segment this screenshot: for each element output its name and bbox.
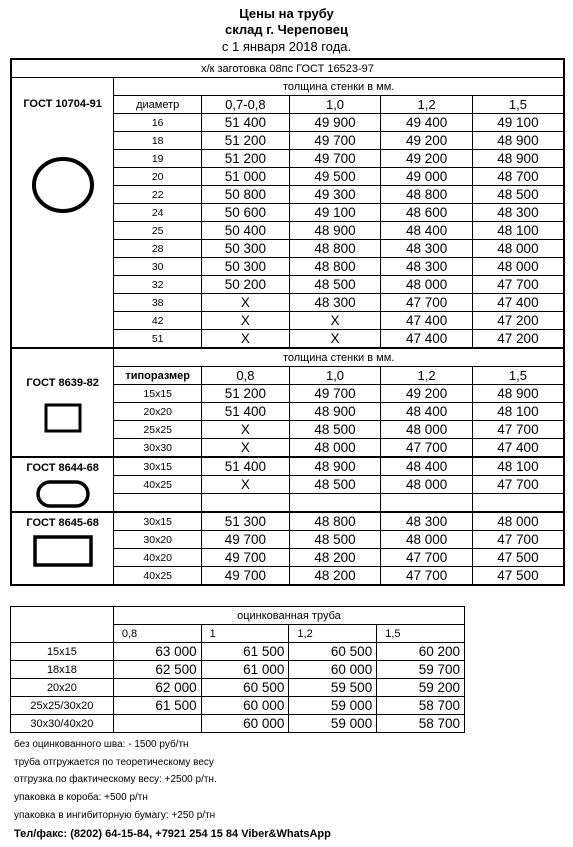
table-row bbox=[11, 697, 465, 715]
price-cell: 49 700 bbox=[289, 132, 381, 150]
contact-line: Тел/факс: (8202) 64-15-84, +7921 254 15 84 Viber&WhatsApp bbox=[14, 828, 331, 840]
price-cell: X bbox=[202, 421, 290, 439]
price-cell: 48 000 bbox=[381, 531, 473, 549]
thickness-col-2: 1,2 bbox=[381, 96, 473, 114]
price-cell: 50 600 bbox=[202, 204, 290, 222]
price-cell: 48 000 bbox=[289, 439, 381, 458]
row-size: 40x20 bbox=[114, 549, 202, 567]
diameter-label: диаметр bbox=[114, 96, 202, 114]
price-cell: 49 200 bbox=[381, 132, 473, 150]
thickness-col2-1: 1,0 bbox=[289, 367, 381, 385]
price-cell: 51 200 bbox=[202, 132, 290, 150]
main-price-table bbox=[10, 58, 565, 586]
galv-price bbox=[113, 715, 201, 733]
galv-price: 59 000 bbox=[289, 697, 377, 715]
galv-thickness-2: 1,2 bbox=[289, 625, 377, 643]
price-cell: 51 400 bbox=[202, 457, 290, 476]
row-size: 51 bbox=[114, 330, 202, 349]
gost-2-label: ГОСТ 8645-68 bbox=[11, 512, 114, 585]
price-cell: 51 000 bbox=[202, 168, 290, 186]
galv-corner bbox=[11, 607, 114, 625]
price-cell: 51 400 bbox=[202, 403, 290, 421]
price-cell: 49 100 bbox=[472, 114, 564, 132]
price-cell: 48 900 bbox=[472, 150, 564, 168]
price-cell bbox=[472, 494, 564, 513]
price-cell: 48 300 bbox=[472, 204, 564, 222]
banner-text: х/к заготовка 08пс ГОСТ 16523-97 bbox=[11, 59, 564, 78]
galv-price: 62 500 bbox=[113, 661, 201, 679]
price-cell: 48 200 bbox=[289, 567, 381, 586]
price-cell: 48 600 bbox=[381, 204, 473, 222]
price-cell: X bbox=[202, 330, 290, 349]
oval-pipe-icon bbox=[12, 480, 113, 508]
gost-1-label: ГОСТ 8644-68 bbox=[11, 457, 114, 512]
price-cell: 48 000 bbox=[472, 258, 564, 276]
price-cell: 49 200 bbox=[381, 150, 473, 168]
price-cell: 48 500 bbox=[289, 476, 381, 494]
galv-price: 60 000 bbox=[289, 661, 377, 679]
galv-size: 25x25/30x20 bbox=[11, 697, 114, 715]
price-cell bbox=[289, 494, 381, 513]
thickness-header-2: толщина стенки в мм. bbox=[114, 348, 564, 367]
row-size: 25 bbox=[114, 222, 202, 240]
price-cell: 48 800 bbox=[381, 186, 473, 204]
price-cell: 49 000 bbox=[381, 168, 473, 186]
price-cell: 47 500 bbox=[472, 549, 564, 567]
row-size: 30 bbox=[114, 258, 202, 276]
price-cell: 48 900 bbox=[472, 385, 564, 403]
thickness-col-1: 1,0 bbox=[289, 96, 381, 114]
table-row bbox=[11, 661, 465, 679]
price-cell: 47 700 bbox=[472, 421, 564, 439]
table-row bbox=[11, 715, 465, 733]
galv-size: 20x20 bbox=[11, 679, 114, 697]
row-size: 19 bbox=[114, 150, 202, 168]
title-line-1: Цены на трубу bbox=[239, 6, 334, 21]
price-cell: 48 500 bbox=[289, 421, 381, 439]
price-cell: 48 000 bbox=[381, 476, 473, 494]
price-cell: 47 200 bbox=[472, 330, 564, 349]
galv-thickness-0: 0,8 bbox=[113, 625, 201, 643]
price-cell: 47 200 bbox=[472, 312, 564, 330]
price-cell: 50 200 bbox=[202, 276, 290, 294]
galv-price: 63 000 bbox=[113, 643, 201, 661]
note-1: без оцинкованного шва: - 1500 руб/тн bbox=[14, 739, 189, 750]
row-size: 20x20 bbox=[114, 403, 202, 421]
price-cell: X bbox=[202, 439, 290, 458]
galv-price: 59 200 bbox=[377, 679, 465, 697]
gost-8639-label: ГОСТ 8639-82 bbox=[11, 367, 114, 458]
row-size: 24 bbox=[114, 204, 202, 222]
price-cell: 49 100 bbox=[289, 204, 381, 222]
price-cell: 49 400 bbox=[381, 114, 473, 132]
price-cell: 48 000 bbox=[472, 512, 564, 531]
thickness-col2-2: 1,2 bbox=[381, 367, 473, 385]
price-cell: 48 400 bbox=[381, 222, 473, 240]
galv-price: 61 500 bbox=[113, 697, 201, 715]
row-size: 30x20 bbox=[114, 531, 202, 549]
price-cell: 48 000 bbox=[472, 240, 564, 258]
price-cell: 48 300 bbox=[381, 240, 473, 258]
row-size: 30x15 bbox=[114, 457, 202, 476]
price-cell: 48 900 bbox=[289, 222, 381, 240]
price-cell: 48 800 bbox=[289, 258, 381, 276]
price-cell: 48 100 bbox=[472, 403, 564, 421]
price-cell: 49 900 bbox=[289, 114, 381, 132]
price-cell: 51 400 bbox=[202, 114, 290, 132]
row-size: 18 bbox=[114, 132, 202, 150]
price-cell: 51 300 bbox=[202, 512, 290, 531]
price-cell: 50 300 bbox=[202, 240, 290, 258]
price-cell: 47 700 bbox=[381, 294, 473, 312]
price-cell: 48 500 bbox=[289, 276, 381, 294]
row-size bbox=[114, 494, 202, 513]
row-size: 28 bbox=[114, 240, 202, 258]
price-cell: 48 200 bbox=[289, 549, 381, 567]
galv-blank bbox=[11, 625, 114, 643]
price-cell: 49 300 bbox=[289, 186, 381, 204]
gost-8639-top bbox=[11, 348, 114, 367]
price-cell: 47 700 bbox=[472, 276, 564, 294]
thickness-header: толщина стенки в мм. bbox=[114, 78, 564, 96]
row-size: 32 bbox=[114, 276, 202, 294]
price-cell: 47 700 bbox=[381, 567, 473, 586]
galv-size: 15x15 bbox=[11, 643, 114, 661]
price-cell: 49 700 bbox=[202, 531, 290, 549]
thickness-col-0: 0,7-0,8 bbox=[202, 96, 290, 114]
title-date: с 1 января 2018 года. bbox=[221, 39, 352, 54]
price-cell: 49 500 bbox=[289, 168, 381, 186]
galv-price: 60 200 bbox=[377, 643, 465, 661]
rect-pipe-icon bbox=[12, 535, 113, 567]
table-row bbox=[11, 512, 564, 531]
row-size: 30x15 bbox=[114, 512, 202, 531]
note-2: труба отгружается по теоретическому весу bbox=[14, 757, 214, 768]
title-line-2: склад г. Череповец bbox=[225, 22, 348, 37]
price-cell: 51 200 bbox=[202, 150, 290, 168]
thickness-col2-3: 1,5 bbox=[472, 367, 564, 385]
price-cell: X bbox=[289, 312, 381, 330]
price-cell: 48 700 bbox=[472, 168, 564, 186]
galv-price: 60 000 bbox=[201, 697, 289, 715]
price-cell: 48 900 bbox=[289, 403, 381, 421]
price-cell: X bbox=[289, 330, 381, 349]
note-5: упаковка в ингибиторную бумагу: +250 р/тн bbox=[14, 810, 216, 821]
galvanized-table bbox=[10, 606, 465, 733]
price-cell: 48 500 bbox=[472, 186, 564, 204]
galv-thickness-3: 1,5 bbox=[377, 625, 465, 643]
note-4: упаковка в короба: +500 р/тн bbox=[14, 792, 148, 803]
price-cell: 47 500 bbox=[472, 567, 564, 586]
price-cell: 48 300 bbox=[381, 258, 473, 276]
galv-price: 61 500 bbox=[201, 643, 289, 661]
table-row bbox=[11, 457, 564, 476]
galv-size: 30x30/40x20 bbox=[11, 715, 114, 733]
galv-title: оцинкованная труба bbox=[113, 607, 464, 625]
square-pipe-icon bbox=[12, 403, 113, 433]
price-cell: 48 000 bbox=[381, 421, 473, 439]
price-cell: 47 400 bbox=[381, 330, 473, 349]
table-row bbox=[11, 679, 465, 697]
galv-price: 60 500 bbox=[201, 679, 289, 697]
price-cell bbox=[202, 494, 290, 513]
galv-price: 58 700 bbox=[377, 697, 465, 715]
price-cell: 47 700 bbox=[472, 531, 564, 549]
price-cell: 49 200 bbox=[381, 385, 473, 403]
price-cell: 47 700 bbox=[472, 476, 564, 494]
row-size: 42 bbox=[114, 312, 202, 330]
price-cell: 48 000 bbox=[381, 276, 473, 294]
price-cell: X bbox=[202, 476, 290, 494]
galv-price: 59 000 bbox=[289, 715, 377, 733]
price-cell: 48 100 bbox=[472, 222, 564, 240]
galv-size: 18x18 bbox=[11, 661, 114, 679]
price-cell: 51 200 bbox=[202, 385, 290, 403]
price-cell bbox=[381, 494, 473, 513]
price-cell: 49 700 bbox=[202, 549, 290, 567]
price-cell: 48 300 bbox=[381, 512, 473, 531]
price-cell: 48 900 bbox=[472, 132, 564, 150]
thickness-col2-0: 0,8 bbox=[202, 367, 290, 385]
tiporazmer-label: типоразмер bbox=[114, 367, 202, 385]
price-cell: 48 400 bbox=[381, 457, 473, 476]
galv-price: 60 500 bbox=[289, 643, 377, 661]
row-size: 15x15 bbox=[114, 385, 202, 403]
price-cell: 49 700 bbox=[202, 567, 290, 586]
row-size: 22 bbox=[114, 186, 202, 204]
price-cell: 49 700 bbox=[289, 150, 381, 168]
galv-thickness-1: 1 bbox=[201, 625, 289, 643]
row-size: 30x30 bbox=[114, 439, 202, 458]
row-size: 25x25 bbox=[114, 421, 202, 439]
thickness-col-3: 1,5 bbox=[472, 96, 564, 114]
price-cell: X bbox=[202, 312, 290, 330]
galv-price: 62 000 bbox=[113, 679, 201, 697]
price-cell: 50 300 bbox=[202, 258, 290, 276]
price-cell: 48 800 bbox=[289, 512, 381, 531]
table-row bbox=[11, 643, 465, 661]
price-cell: 47 400 bbox=[381, 312, 473, 330]
price-cell: 49 700 bbox=[289, 385, 381, 403]
row-size: 38 bbox=[114, 294, 202, 312]
price-cell: 47 700 bbox=[381, 439, 473, 458]
round-pipe-icon bbox=[12, 156, 113, 214]
galv-price: 60 000 bbox=[201, 715, 289, 733]
price-cell: 48 500 bbox=[289, 531, 381, 549]
price-cell: 47 700 bbox=[381, 549, 473, 567]
row-size: 40x25 bbox=[114, 567, 202, 586]
note-3: отгрузка по фактическому весу: +2500 р/тн. bbox=[14, 774, 217, 785]
price-cell: 48 400 bbox=[381, 403, 473, 421]
price-cell: 47 400 bbox=[472, 294, 564, 312]
gost-10704-label: ГОСТ 10704-91 bbox=[11, 78, 114, 349]
row-size: 16 bbox=[114, 114, 202, 132]
galv-price: 59 500 bbox=[289, 679, 377, 697]
price-cell: 48 800 bbox=[289, 240, 381, 258]
row-size: 20 bbox=[114, 168, 202, 186]
price-cell: 48 300 bbox=[289, 294, 381, 312]
price-cell: 47 400 bbox=[472, 439, 564, 458]
price-cell: 48 900 bbox=[289, 457, 381, 476]
row-size: 40x25 bbox=[114, 476, 202, 494]
galv-price: 58 700 bbox=[377, 715, 465, 733]
price-cell: X bbox=[202, 294, 290, 312]
price-cell: 50 800 bbox=[202, 186, 290, 204]
galv-price: 59 700 bbox=[377, 661, 465, 679]
price-cell: 50 400 bbox=[202, 222, 290, 240]
galv-price: 61 000 bbox=[201, 661, 289, 679]
price-cell: 48 100 bbox=[472, 457, 564, 476]
